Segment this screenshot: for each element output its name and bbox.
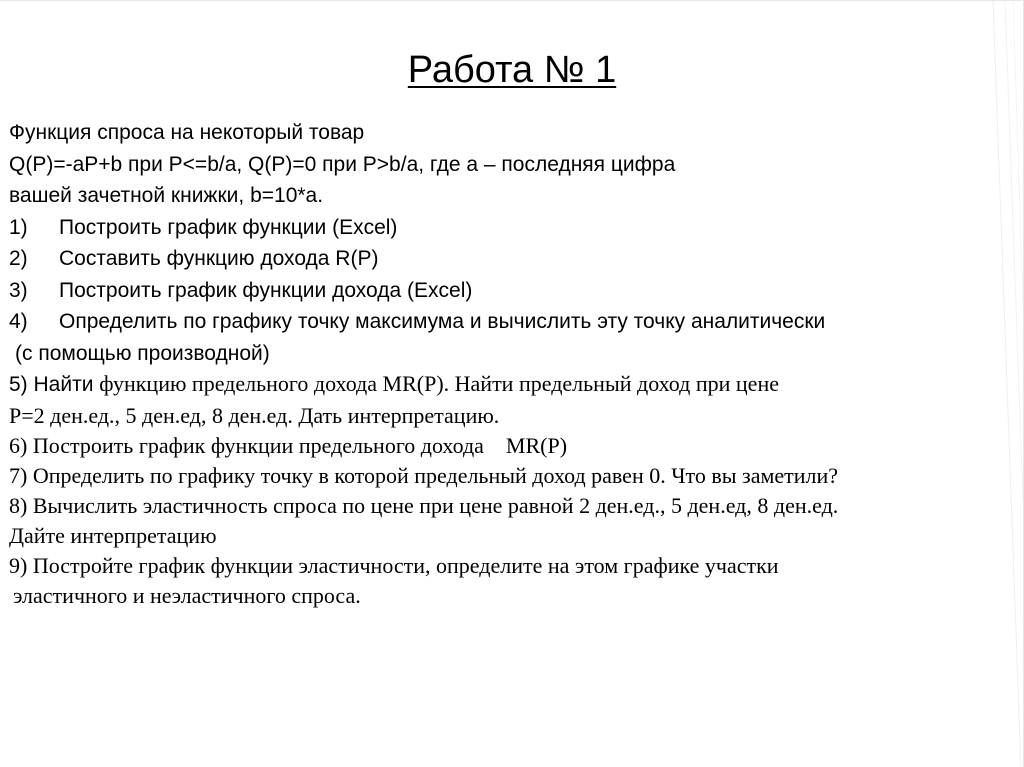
page-title <box>0 49 1024 92</box>
task-2 <box>9 243 1009 275</box>
intro-line-3: вашей зачетной книжки, b=10*a. <box>9 184 324 207</box>
intro-line-1: Функция спроса на некоторый товар <box>9 121 365 144</box>
task-9-continuation: эластичного и неэластичного спроса. <box>13 582 361 608</box>
task-1-text: Построить график функции (Excel) <box>59 215 398 239</box>
task-5 <box>9 369 1009 401</box>
task-4 <box>9 306 1009 338</box>
task-2-text: Составить функцию дохода R(P) <box>59 247 379 270</box>
task-5-continuation: P=2 ден.ед., 5 ден.ед, 8 ден.ед. Дать интерпретацию. <box>9 402 500 428</box>
intro-line-2: Q(P)=-aP+b при P<=b/a, Q(P)=0 при P>b/a, где a – последняя цифра <box>9 152 676 176</box>
task-8-continuation: Дайте интерпретацию <box>9 522 217 548</box>
task-5-lead: 5) Найти <box>9 373 100 396</box>
task-9: 9) Постройте график функции эластичности, определите на этом графике участки <box>9 552 779 578</box>
task-3-text: Построить график функции дохода (Excel) <box>59 278 473 302</box>
task-8: 8) Вычислить эластичность спроса по цене при цене равной 2 ден.ед., 5 ден.ед, 8 ден.ед. <box>9 492 839 518</box>
task-3 <box>9 275 1009 307</box>
task-6: 6) Построить график функции предельного дохода MR(P) <box>9 432 568 458</box>
task-1 <box>9 212 1009 244</box>
task-body <box>9 117 1009 611</box>
task-4-text: Определить по графику точку максимума и вычислить эту точку аналитически <box>59 310 826 333</box>
task-5-text: функцию предельного дохода MR(P). Найти предельный доход при цене <box>99 371 779 396</box>
task-1-number: 1) <box>9 215 28 239</box>
task-3-number: 3) <box>9 278 28 302</box>
page-title-text: Работа № 1 <box>407 49 617 91</box>
task-7: 7) Определить по графику точку в которой предельный доход равен 0. Что вы заметили? <box>9 462 839 488</box>
task-2-number: 2) <box>9 247 28 270</box>
task-4-continuation: (с помощью производной) <box>15 341 270 365</box>
task-4-number: 4) <box>9 310 28 333</box>
